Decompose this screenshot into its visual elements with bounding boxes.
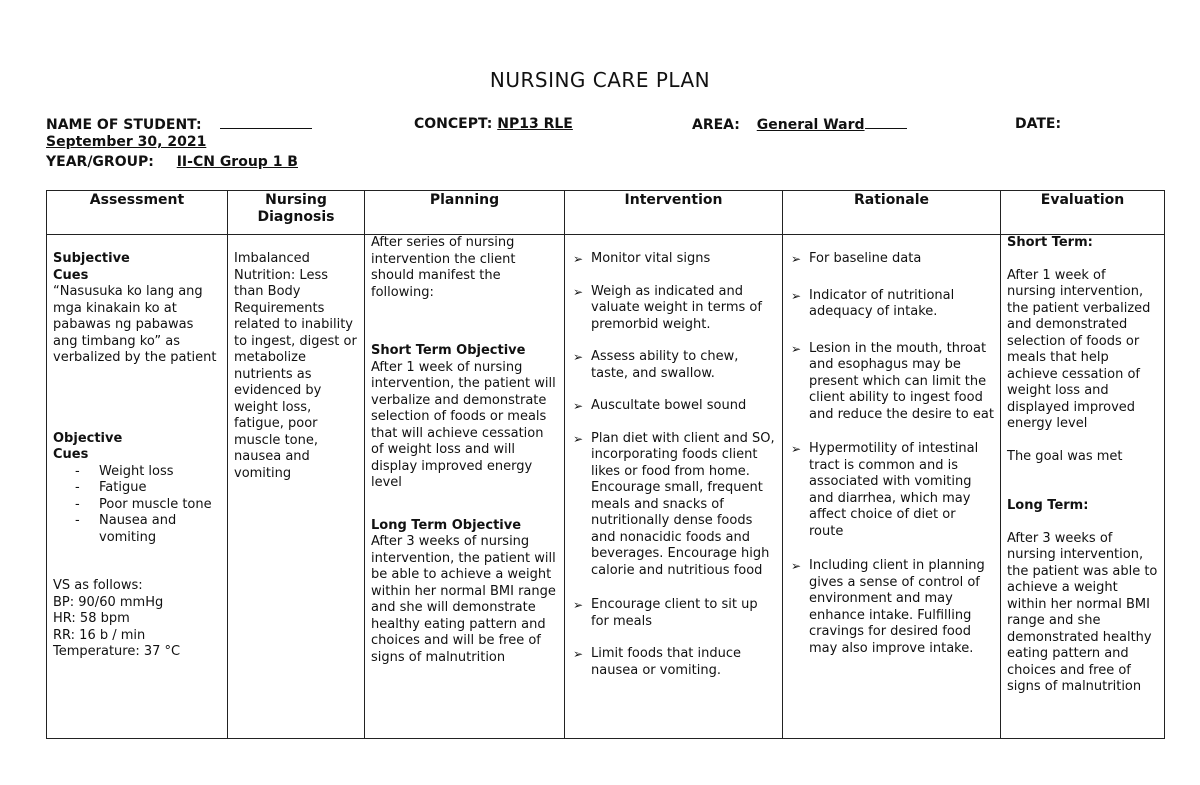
list-item: ➢ Including client in planning gives a sense of control of environment and may enhance intake. Fulfilling cravings for desired food may also improve intake. (791, 558, 985, 656)
arrow-bullet-icon: ➢ (573, 399, 584, 413)
arrow-bullet-icon: ➢ (573, 350, 584, 364)
eval-long-term-text: After 3 weeks of nursing intervention, the patient was able to achieve a weight within her normal BMI range and she demonstrated healthy eating pattern and choices and free of signs of malnutrition (1007, 530, 1158, 694)
planning-intro: After series of nursing intervention the client should manifest the following: (371, 235, 516, 300)
diagnosis-text: Imbalanced Nutrition: Less than Body Requirements related to inability to ingest, digest or metabolize nutrients as evidenced by weight loss, fatigue, poor muscle tone, nausea and vomiting (234, 251, 357, 481)
col-planning: Planning (365, 191, 565, 235)
year-value: II-CN Group 1 B (176, 154, 298, 170)
intervention-list (571, 251, 776, 679)
eval-short-term-title: Short Term: (1007, 235, 1093, 250)
concept-field (414, 115, 573, 133)
vs-temperature: Temperature: 37 °C (53, 644, 181, 659)
evaluation-cell (1001, 235, 1165, 739)
arrow-bullet-icon: ➢ (791, 252, 802, 266)
vs-bp: BP: 90/60 mmHg (53, 594, 164, 610)
list-item: ➢ Assess ability to chew, taste, and swallow. (573, 349, 739, 381)
subjective-cues-label: Cues (53, 267, 89, 283)
area-blank (865, 115, 907, 129)
arrow-bullet-icon: ➢ (573, 647, 584, 661)
col-nursing-diagnosis: Nursing Diagnosis (228, 191, 365, 235)
concept-value: NP13 RLE (497, 116, 573, 132)
col-rationale: Rationale (783, 191, 1001, 235)
arrow-bullet-icon: ➢ (573, 252, 584, 266)
page-title: NURSING CARE PLAN (489, 68, 711, 92)
objective-title: Objective (53, 430, 123, 446)
list-item: ➢ Hypermotility of intestinal tract is common and is associated with vomiting and diarrhea, which may affect choice of diet or route (791, 441, 979, 539)
student-name-field (46, 115, 312, 134)
eval-long-term-title: Long Term: (1007, 498, 1089, 513)
col-evaluation: Evaluation (1001, 191, 1165, 235)
list-item: ➢ Encourage client to sit up for meals (573, 597, 758, 629)
table-body-row (47, 235, 1165, 739)
area-field (692, 115, 907, 134)
eval-goal-status: The goal was met (1007, 448, 1123, 464)
care-plan-table (46, 190, 1165, 739)
long-term-objective-title: Long Term Objective (371, 517, 522, 533)
col-intervention: Intervention (565, 191, 783, 235)
rationale-cell (783, 235, 1001, 739)
col-assessment: Assessment (47, 191, 228, 235)
subjective-text: “Nasusuka ko lang ang mga kinakain ko at pabawas ng pabawas ang timbang ko” as verbalized by the patient (53, 284, 217, 365)
list-item: ➢ Limit foods that induce nausea or vomiting. (573, 646, 742, 678)
list-item: ➢ Lesion in the mouth, throat and esophagus may be present which can limit the client ability to ingest food and reduce the desire to eat (791, 340, 994, 422)
list-item: ➢ For baseline data (791, 251, 922, 266)
date-value: September 30, 2021 (46, 134, 207, 150)
short-term-objective-title: Short Term Objective (371, 343, 526, 358)
list-item: ➢ Weigh as indicated and valuate weight in terms of premorbid weight. (573, 283, 762, 332)
date-label: DATE: (1015, 116, 1062, 132)
diagnosis-cell (228, 235, 365, 739)
list-item: ➢ Plan diet with client and SO, incorporating foods client likes or food from home. Encourage small, frequent meals and snacks of nutritionally dense foods and nonacidic foods and beverages. Encourage high calorie and nutritious food (573, 430, 775, 578)
rationale-list (789, 251, 994, 657)
name-blank (220, 115, 312, 129)
arrow-bullet-icon: ➢ (791, 341, 802, 356)
arrow-bullet-icon: ➢ (573, 598, 584, 612)
name-label: NAME OF STUDENT: (46, 117, 202, 133)
subjective-title: Subjective (53, 251, 130, 266)
objective-cues-list (53, 464, 221, 547)
short-term-objective-text: After 1 week of nursing intervention, the patient will verbalize and demonstrate selection of foods or meals that will achieve cessation of weight loss and will display improved energy level (371, 359, 556, 490)
list-item: ➢ Indicator of nutritional adequacy of intake. (791, 287, 955, 319)
arrow-bullet-icon: ➢ (573, 284, 584, 299)
year-label: YEAR/GROUP: (46, 154, 154, 170)
objective-cues-label: Cues (53, 447, 89, 462)
list-item: ➢ Monitor vital signs (573, 251, 711, 266)
list-item: - Fatigue (75, 480, 221, 497)
arrow-bullet-icon: ➢ (791, 442, 802, 456)
vs-hr: HR: 58 bpm (53, 611, 130, 626)
long-term-objective-text: After 3 weeks of nursing intervention, the patient will be able to achieve a weight within her normal BMI range and she will demonstrate healthy eating pattern and choices and will be free of signs of malnutrition (371, 534, 556, 665)
list-item: ➢ Auscultate bowel sound (573, 398, 747, 413)
eval-short-term-text: After 1 week of nursing intervention, the patient verbalized and demonstrated selection of foods or meals that help achieve cessation of weight loss and displayed improved energy level (1007, 267, 1151, 431)
list-item: - Weight loss (75, 464, 221, 481)
intervention-cell (565, 235, 783, 739)
arrow-bullet-icon: ➢ (573, 431, 584, 446)
list-item: - Nausea and vomiting (75, 513, 221, 546)
planning-cell (365, 235, 565, 739)
area-value: General Ward (756, 117, 865, 133)
area-label: AREA: (692, 117, 740, 133)
assessment-cell (47, 235, 228, 739)
list-item: - Poor muscle tone (75, 497, 221, 514)
year-group-field (46, 153, 298, 171)
table-header-row (47, 191, 1165, 235)
vs-title: VS as follows: (53, 578, 143, 593)
arrow-bullet-icon: ➢ (791, 288, 802, 303)
arrow-bullet-icon: ➢ (791, 559, 802, 573)
concept-label: CONCEPT: (414, 116, 493, 132)
vs-rr: RR: 16 b / min (53, 627, 146, 643)
